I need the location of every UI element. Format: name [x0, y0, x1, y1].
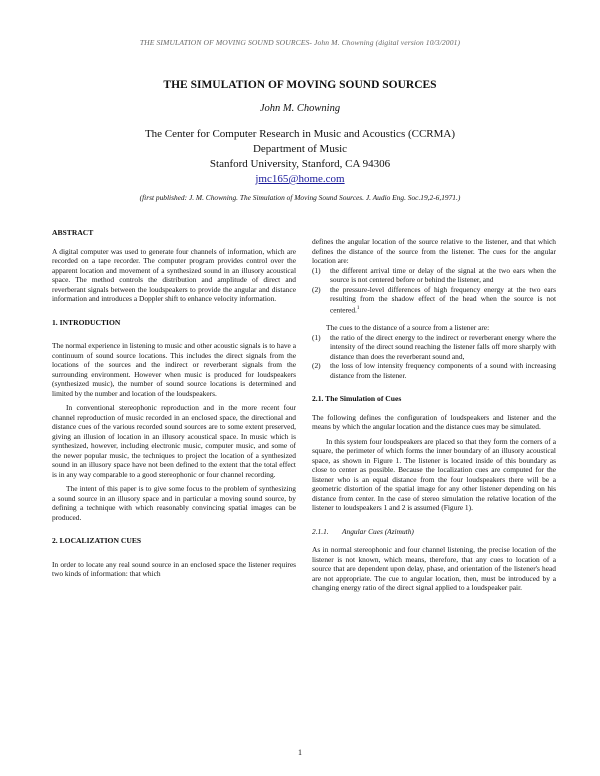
- first-published-note: (first published: J. M. Chowning. The Simulation of Moving Sound Sources. J. Audio Eng. Soc.19,2-6,1971.): [139, 193, 461, 202]
- angular-cues-paragraph: As in normal stereophonic and four channel listening, the precise location of the listener is not known, which means, therefore, that any cues to location of a source that are dependent upon delay, phase, and orientation of the listener's head are not appropriate. The cue to angular location, then, must be introduced by a changing energy ratio of the direct signal applied to a loudspeaker pair.: [312, 545, 556, 593]
- angular-cues-list: [312, 266, 556, 315]
- list-item: (1) the ratio of the direct energy to the indirect or reverberant energy where the intensity of the direct sound reaching the listener falls off more sharply with distance than does the reverberant sound and,: [312, 332, 556, 361]
- affiliation-center: The Center for Computer Research in Music and Acoustics (CCRMA): [144, 128, 456, 140]
- localization-paragraph-1: In order to locate any real sound source in an enclosed space the listener requires two kinds of information: that which: [52, 559, 296, 578]
- angular-cues-number: 2.1.1.: [312, 526, 329, 536]
- abstract-heading: ABSTRACT: [52, 228, 94, 237]
- simulation-heading: 2.1. The Simulation of Cues: [312, 394, 402, 404]
- localization-heading: 2. LOCALIZATION CUES: [52, 536, 142, 545]
- simulation-paragraph-1: The following defines the configuration of loudspeakers and listener and the means by which the angular location and the distance cues may be simulated.: [312, 412, 556, 432]
- introduction-paragraph-3: The intent of this paper is to give some focus to the problem of synthesizing a sound source in an illusory space and in particular a moving sound source, by defining a technique with which reasonably convincing spatial images can be produced.: [52, 484, 296, 522]
- list-item: (2) the loss of low intensity frequency components of a sound with increasing distance from the listener.: [312, 361, 556, 380]
- right-column: [312, 237, 556, 593]
- affiliation-block: [0, 127, 600, 187]
- page-number: 1: [298, 748, 302, 757]
- distance-cues-intro: The cues to the distance of a source from a listener are:: [326, 323, 490, 333]
- affiliation-university: Stanford University, Stanford, CA 94306: [209, 158, 391, 170]
- angular-cues-heading: 2.1.1. Angular Cues (Azimuth): [312, 526, 414, 536]
- abstract-text: A digital computer was used to generate four channels of information, which are recorded on a tape recorder. The computer program provides control over the apparent location and movement of a synthesized sound in an illusory acoustical space. The method controls the distribution and amplitude of direct and reverberant signals between the loudspeakers to provide the angular and distance information and introduces a Doppler shift to enhance velocity information.: [52, 246, 296, 303]
- list-item: (1) the different arrival time or delay of the signal at the two ears when the source is not centered before or behind the listener, and: [312, 265, 556, 284]
- list-item: (2) the pressure-level differences of high frequency energy at the two ears resulting from the shadow effect of the head when the source is not centered.$^1$: [312, 284, 556, 314]
- paper-title: THE SIMULATION OF MOVING SOUND SOURCES: [163, 79, 437, 91]
- simulation-paragraph-2: In this system four loudspeakers are placed so that they form the corners of a square, the perimeter of which forms the inner boundary of an illusory acoustical space, as shown in Figure 1. The listener is located inside of this boundary as close to center as possible. Because the localization cues are computed for the listener who is an equal distance from the four loudspeakers there will be a geometric distortion of the spatial image for any other listener depending on his distance from center. In the case of stereo simulation the relative location of the listener to loudspeakers 1 and 2 is assumed (Figure 1).: [312, 436, 556, 513]
- left-column: [52, 228, 296, 579]
- author-email-link[interactable]: jmc165@home.com: [255, 173, 345, 185]
- running-header: THE SIMULATION OF MOVING SOUND SOURCES- John M. Chowning (digital version 10/3/2001): [139, 38, 461, 47]
- introduction-paragraph-1: The normal experience in listening to music and other acoustic signals is to have a continuum of sound source locations. This includes the direct signals from the locations of the sources and the indirect or reverberant signals from the surrounding environment. However when music is produced for loudspeakers (synthesized music), the number of sound source locations is determined and limited by the number and location of the loudspeakers.: [52, 341, 296, 398]
- affiliation-department: Department of Music: [252, 143, 348, 155]
- localization-paragraph-1-continued: defines the angular location of the source relative to the listener, and that which defines the distance of the source from the listener. The cues for the angular location are:: [312, 237, 556, 265]
- introduction-heading: 1. INTRODUCTION: [52, 317, 121, 327]
- introduction-paragraph-2: In conventional stereophonic reproduction and in the more recent four channel reproduction of music recorded in an enclosed space, the directional and distance cues of the various recorded sound sources are to some extent preserved, giving an illusion of location in an illusory acoustical space. In music which is synthesized, however, including electronic music, computer music, and some of the newer popular music, the techniques to project the location of a synthesized sound in an illusory space have not been defined to the extent that the total effect is in any way comparable to a good stereophonic or four channel recording.: [52, 403, 296, 479]
- footnote-marker: 1: [356, 305, 360, 311]
- distance-cues-list: [312, 333, 556, 381]
- author-name: John M. Chowning: [259, 103, 341, 114]
